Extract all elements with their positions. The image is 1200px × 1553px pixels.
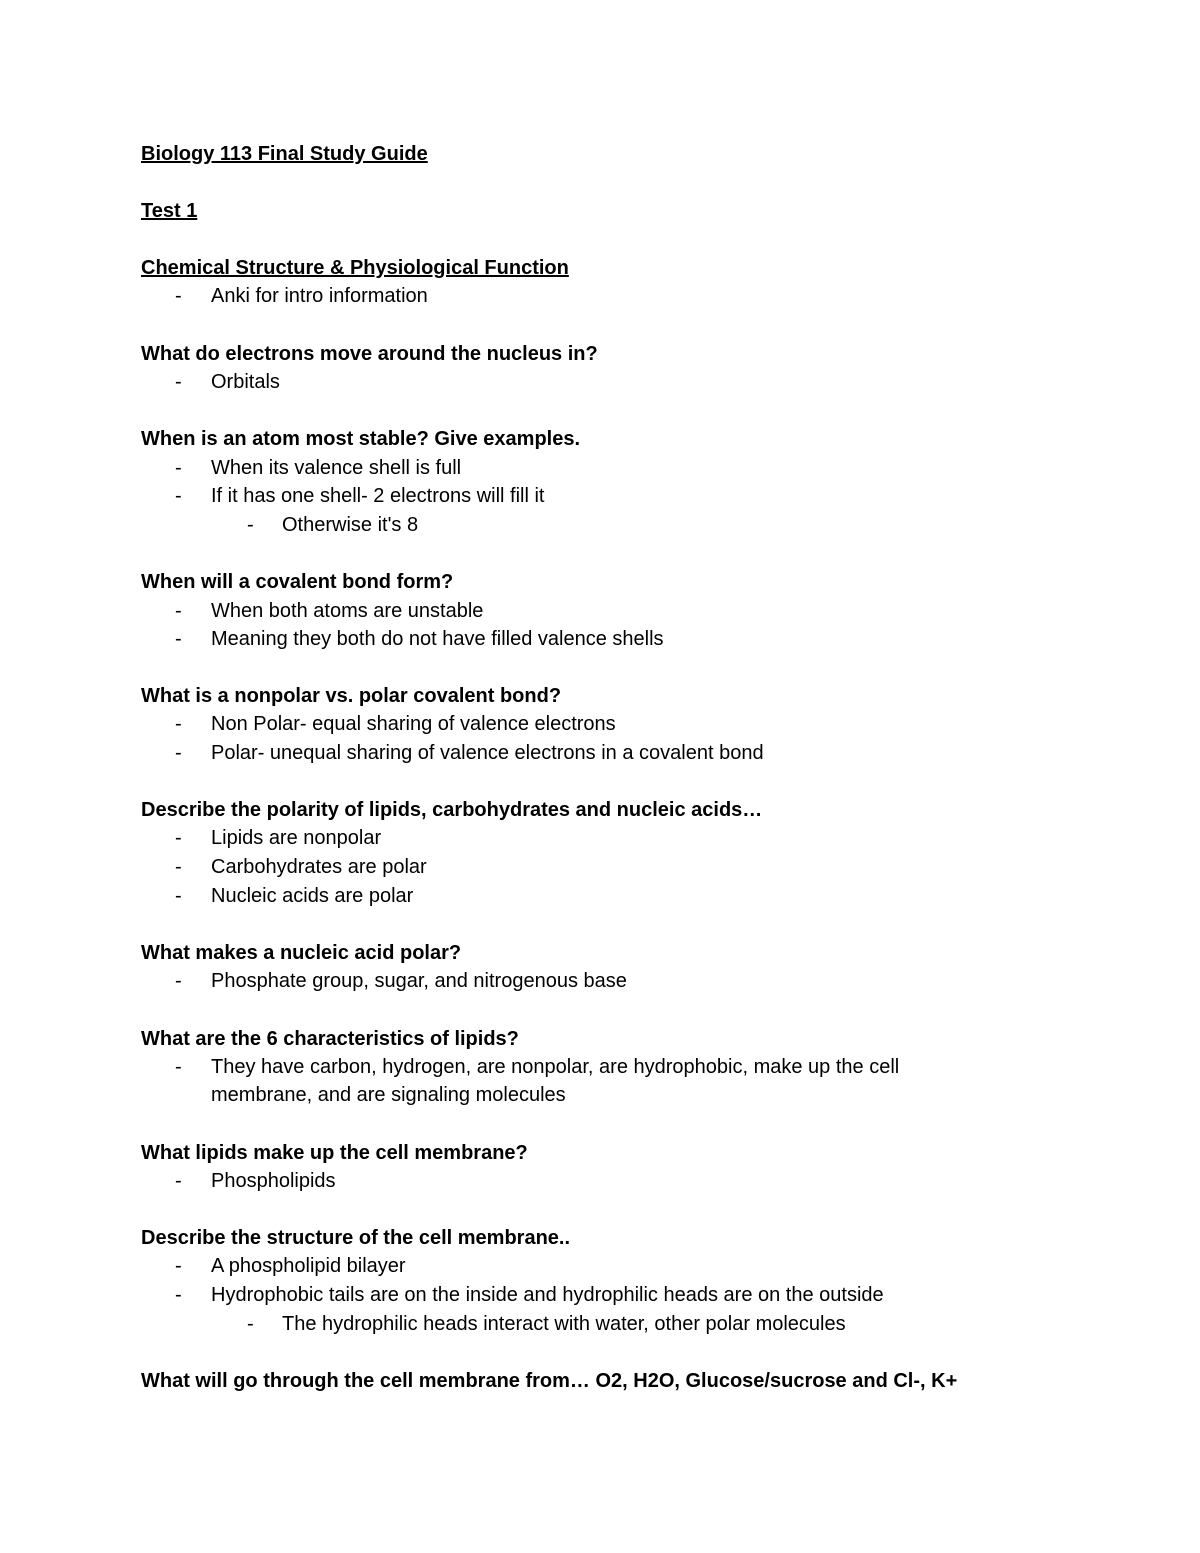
- question-heading: Describe the structure of the cell membrane..: [141, 1227, 571, 1249]
- answer-item: Hydrophobic tails are on the inside and hydrophilic heads are on the outside: [211, 1284, 884, 1306]
- bullet-dash: -: [175, 485, 182, 507]
- answer-item: Nucleic acids are polar: [211, 885, 414, 907]
- question-heading: When is an atom most stable? Give examples.: [141, 428, 581, 450]
- bullet-dash: -: [175, 742, 182, 764]
- bullet-dash: -: [175, 1170, 182, 1192]
- answer-item: When its valence shell is full: [211, 457, 462, 479]
- question-heading: What do electrons move around the nucleus in?: [141, 343, 598, 365]
- answer-item: A phospholipid bilayer: [211, 1255, 406, 1277]
- answer-item: Meaning they both do not have filled valence shells: [211, 628, 664, 650]
- bullet-dash: -: [175, 856, 182, 878]
- bullet-dash: -: [175, 885, 182, 907]
- question-heading: When will a covalent bond form?: [141, 571, 454, 593]
- bullet-dash: -: [247, 514, 254, 536]
- question-heading: What makes a nucleic acid polar?: [141, 942, 462, 964]
- bullet-dash: -: [175, 827, 182, 849]
- answer-item: When both atoms are unstable: [211, 600, 484, 622]
- bullet-dash: -: [247, 1313, 254, 1335]
- question-heading: What are the 6 characteristics of lipids?: [141, 1028, 519, 1050]
- answer-item: Phosphate group, sugar, and nitrogenous base: [211, 970, 627, 992]
- answer-item-continuation: membrane, and are signaling molecules: [211, 1084, 566, 1106]
- document-title: Biology 113 Final Study Guide: [141, 143, 428, 165]
- bullet-dash: -: [175, 600, 182, 622]
- answer-item: If it has one shell- 2 electrons will fill it: [211, 485, 545, 507]
- bullet-dash: -: [175, 285, 182, 307]
- answer-item: Carbohydrates are polar: [211, 856, 427, 878]
- bullet-dash: -: [175, 628, 182, 650]
- bullet-dash: -: [175, 1284, 182, 1306]
- question-heading: What is a nonpolar vs. polar covalent bond?: [141, 685, 562, 707]
- bullet-dash: -: [175, 970, 182, 992]
- sub-answer-item: The hydrophilic heads interact with water, other polar molecules: [282, 1313, 846, 1335]
- intro-note: Anki for intro information: [211, 285, 428, 307]
- sub-answer-item: Otherwise it's 8: [282, 514, 419, 536]
- question-heading: Describe the polarity of lipids, carbohydrates and nucleic acids…: [141, 799, 763, 821]
- bullet-dash: -: [175, 1056, 182, 1078]
- test-heading: Test 1: [141, 200, 198, 222]
- bullet-dash: -: [175, 457, 182, 479]
- answer-item: Polar- unequal sharing of valence electrons in a covalent bond: [211, 742, 764, 764]
- answer-item: They have carbon, hydrogen, are nonpolar, are hydrophobic, make up the cell: [211, 1056, 900, 1078]
- section-heading: Chemical Structure & Physiological Function: [141, 257, 569, 279]
- bullet-dash: -: [175, 1255, 182, 1277]
- answer-item: Orbitals: [211, 371, 280, 393]
- bullet-dash: -: [175, 713, 182, 735]
- question-heading: What will go through the cell membrane from… O2, H2O, Glucose/sucrose and Cl-, K+: [141, 1370, 958, 1392]
- answer-item: Non Polar- equal sharing of valence electrons: [211, 713, 616, 735]
- question-heading: What lipids make up the cell membrane?: [141, 1142, 528, 1164]
- answer-item: Phospholipids: [211, 1170, 336, 1192]
- answer-item: Lipids are nonpolar: [211, 827, 382, 849]
- bullet-dash: -: [175, 371, 182, 393]
